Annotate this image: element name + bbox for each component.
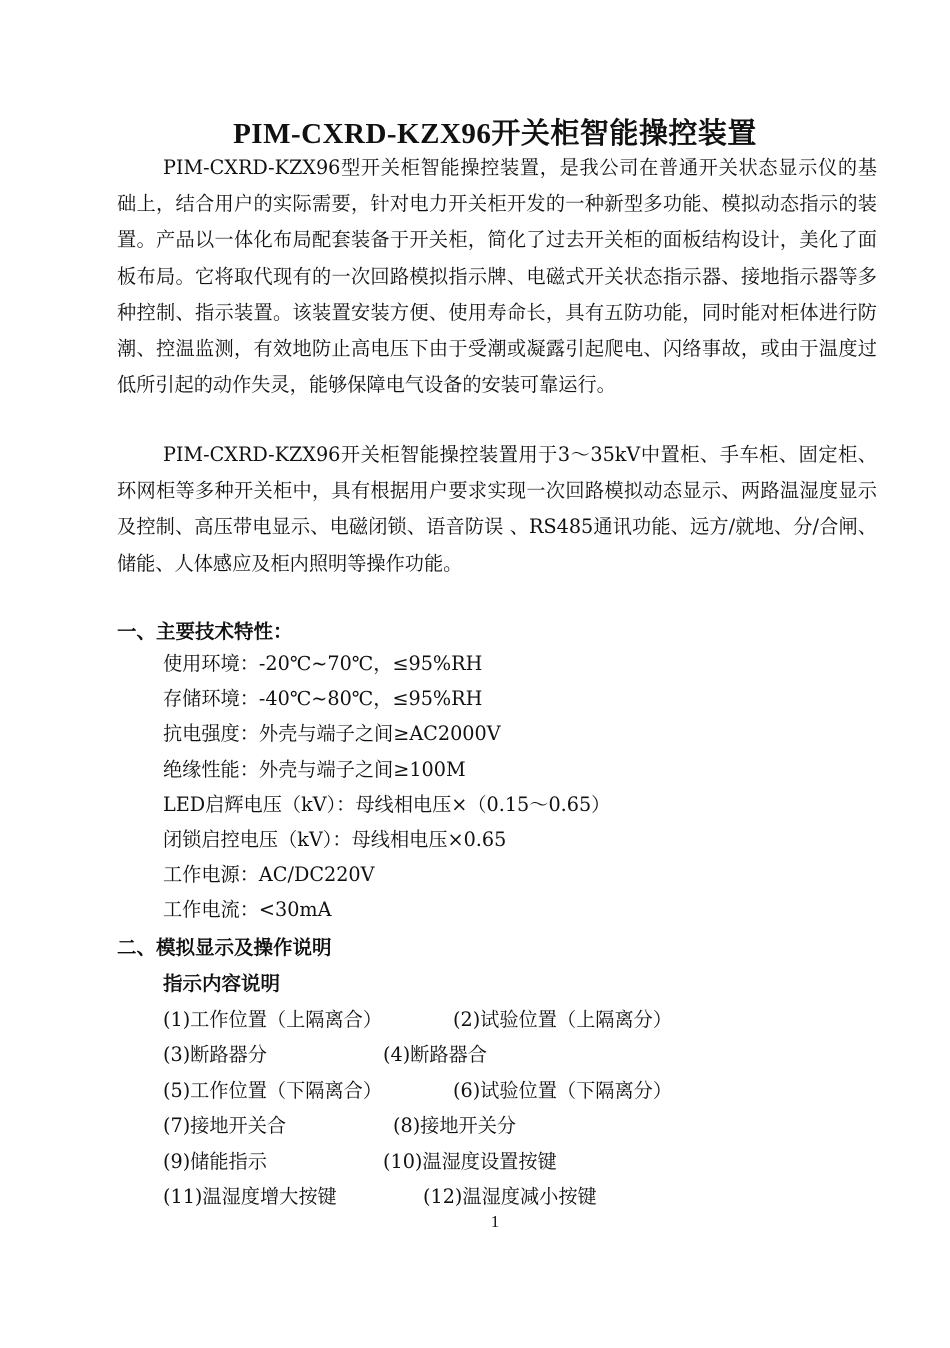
spec-item: 存储环境：-40℃~80℃，≤95%RH (163, 687, 483, 711)
spec-item: LED启辉电压（kV）：母线相电压×（0.15～0.65） (163, 792, 611, 816)
indicator-row (163, 1144, 672, 1179)
subheading-indicator: 指示内容说明 (163, 972, 281, 995)
spec-item: 工作电流：<30mA (163, 898, 332, 922)
indicator-item: (6)试验位置（下隔离分） (453, 1078, 673, 1102)
indicator-row (163, 1037, 672, 1072)
indicator-row (163, 1179, 672, 1214)
section-heading-specs: 一、主要技术特性： (117, 620, 293, 643)
section-heading-display: 二、模拟显示及操作说明 (117, 936, 332, 959)
indicator-row (163, 1108, 672, 1143)
indicator-list (163, 1002, 672, 1214)
spec-item: 使用环境：-20℃~70℃，≤95%RH (163, 652, 483, 675)
indicator-item: (12)温湿度减小按键 (423, 1184, 597, 1208)
indicator-item: (11)温湿度增大按键 (163, 1184, 337, 1208)
indicator-item: (5)工作位置（下隔离合） (163, 1078, 383, 1102)
spec-item: 抗电强度：外壳与端子之间≥AC2000V (163, 722, 501, 746)
indicator-row (163, 1002, 672, 1037)
application-paragraph: PIM-CXRD-KZX96开关柜智能操控装置用于3～35kV中置柜、手车柜、固定柜、环网柜等多种开关柜中，具有根据用户要求实现一次回路模拟动态显示、两路温湿度显示及控制、高压带电显示、电磁闭锁、语音防误 、RS485通讯功能、远方/就地、分/合闸、储能、人体感应及柜内照明等操作功能。 (117, 443, 877, 575)
indicator-item: (2)试验位置（上隔离分） (453, 1008, 673, 1031)
indicator-row (163, 1073, 672, 1108)
indicator-item: (10)温湿度设置按键 (383, 1149, 557, 1173)
spec-list (163, 646, 610, 928)
spec-item: 绝缘性能：外壳与端子之间≥100M (163, 757, 466, 781)
indicator-item: (8)接地开关分 (393, 1114, 517, 1138)
indicator-item: (9)储能指示 (163, 1149, 267, 1173)
indicator-item: (4)断路器合 (383, 1043, 487, 1067)
document-title: PIM-CXRD-KZX96开关柜智能操控装置 (233, 118, 757, 150)
indicator-item: (3)断路器分 (163, 1043, 267, 1067)
page-number: 1 (490, 1212, 500, 1231)
indicator-item: (7)接地开关合 (163, 1114, 287, 1138)
indicator-item: (1)工作位置（上隔离合） (163, 1008, 383, 1031)
spec-item: 工作电源：AC/DC220V (163, 863, 375, 887)
spec-item: 闭锁启控电压（kV）：母线相电压×0.65 (163, 827, 507, 851)
intro-paragraph: PIM-CXRD-KZX96型开关柜智能操控装置，是我公司在普通开关状态显示仪的基础上，结合用户的实际需要，针对电力开关柜开发的一种新型多功能、模拟动态指示的装置。产品以一体化布局配套装备于开关柜，简化了过去开关柜的面板结构设计，美化了面板布局。它将取代现有的一次回路模拟指示牌、电磁式开关状态指示器、接地指示器等多种控制、指示装置。该装置安装方便、使用寿命长，具有五防功能，同时能对柜体进行防潮、控温监测，有效地防止高电压下由于受潮或凝露引起爬电、闪络事故，或由于温度过低所引起的动作失灵，能够保障电气设备的安装可靠运行。 (117, 156, 877, 397)
